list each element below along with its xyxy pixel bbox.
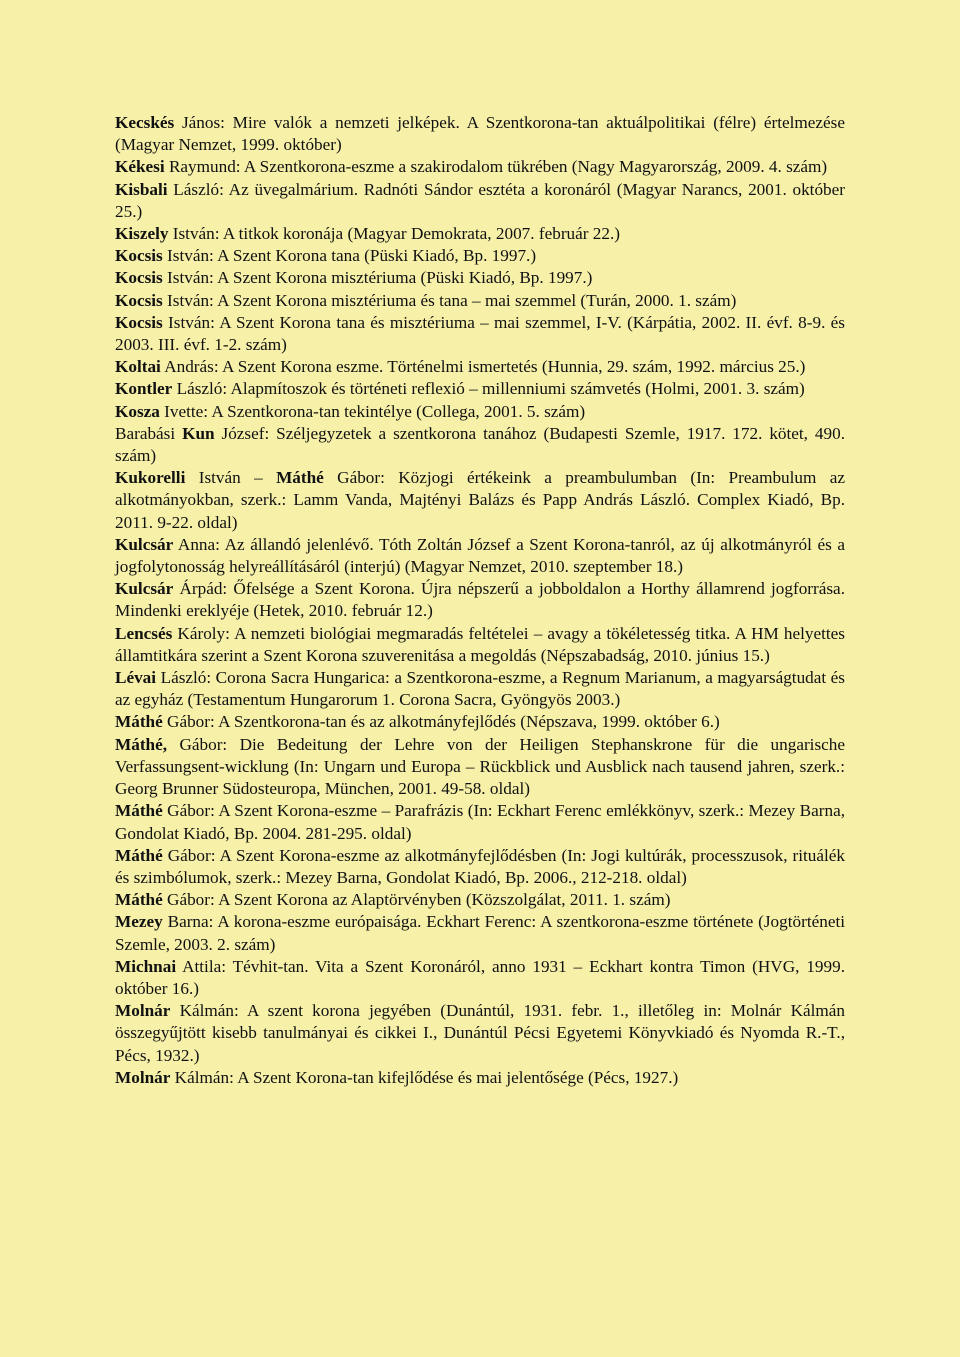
bibliography-entry <box>115 667 845 711</box>
bibliography-entry <box>115 423 845 467</box>
bibliography-entry <box>115 734 845 801</box>
bibliography-entry <box>115 534 845 578</box>
entry-author: Kecskés <box>115 113 175 132</box>
entry-text: József: Széljegyzetek a szentkorona tanához (Budapesti Szemle, 1917. 172. kötet, 490. szám) <box>115 423 845 466</box>
entry-text: István: A titkok koronája (Magyar Demokrata, 2007. február 22.) <box>168 224 620 244</box>
entry-author: Kisbali <box>115 179 168 199</box>
entry-text: Gábor: A Szentkorona-tan és az alkotmányfejlődés (Népszava, 1999. október 6.) <box>162 712 720 732</box>
entry-author: Molnár <box>115 1067 171 1087</box>
bibliography-entry <box>115 179 845 223</box>
entry-author: Kocsis <box>115 268 163 288</box>
entry-prefix: Barabási <box>115 423 183 443</box>
entry-text: László: Az üvegalmárium. Radnóti Sándor esztéta a koronáról (Magyar Narancs, 2001. október 25.) <box>115 179 845 221</box>
bibliography-entry <box>115 156 845 178</box>
bibliography-entry <box>115 845 845 889</box>
bibliography-entry <box>115 800 845 844</box>
bibliography-entry <box>115 267 845 289</box>
bibliography-entry <box>115 578 845 622</box>
entry-text: Kálmán: A szent korona jegyében (Dunántúl, 1931. febr. 1., illetőleg in: Molnár Kálmán összegyűjtött kisebb tanulmányai és cikkei I., Dunántúl Pécsi Egyetemi Könyvkiadó és Nyomda R.-T., Pécs, 1932.) <box>115 1001 845 1065</box>
bibliography-entry <box>115 356 845 378</box>
entry-text: István: A Szent Korona misztériuma (Püski Kiadó, Bp. 1997.) <box>162 268 593 288</box>
entry-author: Kun <box>182 423 215 443</box>
bibliography-entry <box>115 223 845 245</box>
bibliography-entry <box>115 290 845 312</box>
bibliography-entry <box>115 889 845 911</box>
bibliography-entry <box>115 911 845 955</box>
entry-text: Attila: Tévhit-tan. Vita a Szent Koronáról, anno 1931 – Eckhart kontra Timon (HVG, 1999. október 16.) <box>115 956 845 998</box>
entry-text: László: Alapmítoszok és történeti reflexió – millenniumi számvetés (Holmi, 2001. 3. szám) <box>172 379 805 399</box>
entry-text: István: A Szent Korona tana (Püski Kiadó, Bp. 1997.) <box>162 246 537 266</box>
entry-text: Gábor: Die Bedeitung der Lehre von der Heiligen Stephanskrone für die ungarische Verfassungsent-wicklung (In: Ungarn und Europa – Rückblick und Ausblick nach tausend jahren, szerk.: Georg Brunner Südosteuropa, München, 2001. 49-58. oldal) <box>115 734 845 799</box>
bibliography-entry <box>115 401 845 423</box>
entry-author: Kontler <box>115 379 173 399</box>
entry-text: Károly: A nemzeti biológiai megmaradás feltételei – avagy a tökéletesség titka. A HM helyettes államtitkára szerint a Szent Korona szuverenitása a megoldás (Népszabadság, 2010. június 15.) <box>115 623 845 665</box>
entry-text: Gábor: A Szent Korona az Alaptörvényben (Közszolgálat, 2011. 1. szám) <box>162 890 671 910</box>
entry-author: Máthé <box>115 712 163 732</box>
entry-author: Kékesi <box>115 157 165 177</box>
entry-author: Máthé <box>115 801 163 821</box>
entry-text: László: Corona Sacra Hungarica: a Szentkorona-eszme, a Regnum Marianum, a magyarságtudat és az egyház (Testamentum Hungarorum 1. Corona Sacra, Gyöngyös 2003.) <box>115 668 845 710</box>
entry-author: Kocsis <box>115 246 163 266</box>
entry-author: Mezey <box>115 912 163 932</box>
entry-text: István: A Szent Korona misztériuma és tana – mai szemmel (Turán, 2000. 1. szám) <box>162 290 737 310</box>
entry-author: Máthé <box>115 845 163 865</box>
entry-author: Máthé <box>115 890 163 910</box>
entry-author: Kulcsár <box>115 534 174 554</box>
bibliography-entry <box>115 1000 845 1067</box>
entry-author: Michnai <box>115 956 177 976</box>
bibliography-list <box>115 112 845 1089</box>
entry-text: Raymund: A Szentkorona-eszme a szakirodalom tükrében (Nagy Magyarország, 2009. 4. szám) <box>164 157 828 177</box>
bibliography-entry <box>115 623 845 667</box>
entry-text: István: A Szent Korona tana és misztériuma – mai szemmel, I-V. (Kárpátia, 2002. II. évf. 8-9. és 2003. III. évf. 1-2. szám) <box>115 312 845 355</box>
entry-author: Kiszely <box>115 224 169 244</box>
entry-author: Máthé <box>276 468 324 488</box>
entry-author: Máthé, <box>115 734 168 754</box>
entry-text: Barna: A korona-eszme európaisága. Eckhart Ferenc: A szentkorona-eszme története (Jogtörténeti Szemle, 2003. 2. szám) <box>115 912 845 954</box>
entry-text: János: Mire valók a nemzeti jelképek. A Szentkorona-tan aktuálpolitikai (félre) értelmezése (Magyar Nemzet, 1999. október) <box>115 113 845 155</box>
bibliography-entry <box>115 378 845 400</box>
entry-author: Kosza <box>115 401 160 421</box>
entry-text: Ivette: A Szentkorona-tan tekintélye (Collega, 2001. 5. szám) <box>159 401 586 421</box>
entry-text: Gábor: A Szent Korona-eszme az alkotmányfejlődésben (In: Jogi kultúrák, processzusok, rituálék és szimbólumok, szerk.: Mezey Barna, Gondolat Kiadó, Bp. 2006., 212-218. oldal) <box>115 845 845 887</box>
entry-author: Kocsis <box>115 290 163 310</box>
entry-author: Lévai <box>115 668 157 688</box>
entry-author: Koltai <box>115 357 161 377</box>
entry-author: Kulcsár <box>115 579 174 599</box>
entry-text: Árpád: Őfelsége a Szent Korona. Újra népszerű a jobboldalon a Horthy államrend jogforrása. Mindenki ereklyéje (Hetek, 2010. február 12.) <box>115 579 845 621</box>
bibliography-entry <box>115 312 845 356</box>
entry-text: András: A Szent Korona eszme. Történelmi ismertetés (Hunnia, 29. szám, 1992. március 25.) <box>160 357 806 377</box>
entry-text: Anna: Az állandó jelenlévő. Tóth Zoltán József a Szent Korona-tanról, az új alkotmányról és a jogfolytonosság helyreállításáról (interjú) (Magyar Nemzet, 2010. szeptember 18.) <box>115 534 845 577</box>
bibliography-entry <box>115 467 845 534</box>
entry-text: Gábor: Közjogi értékeink a preambulumban (In: Preambulum az alkotmányokban, szerk.: Lamm Vanda, Majtényi Balázs és Papp András László. Complex Kiadó, Bp. 2011. 9-22. oldal) <box>115 468 845 532</box>
bibliography-entry <box>115 711 845 733</box>
bibliography-entry <box>115 1067 845 1089</box>
entry-author: Kukorelli <box>115 468 186 488</box>
entry-author: Lencsés <box>115 623 173 643</box>
bibliography-entry <box>115 245 845 267</box>
bibliography-entry <box>115 956 845 1000</box>
entry-author: Molnár <box>115 1001 171 1021</box>
bibliography-entry <box>115 112 845 156</box>
entry-text: István – <box>185 468 277 488</box>
entry-text: Kálmán: A Szent Korona-tan kifejlődése és mai jelentősége (Pécs, 1927.) <box>170 1067 679 1087</box>
entry-author: Kocsis <box>115 312 163 332</box>
entry-text: Gábor: A Szent Korona-eszme – Parafrázis (In: Eckhart Ferenc emlékkönyv, szerk.: Mezey Barna, Gondolat Kiadó, Bp. 2004. 281-295. oldal) <box>115 801 845 843</box>
